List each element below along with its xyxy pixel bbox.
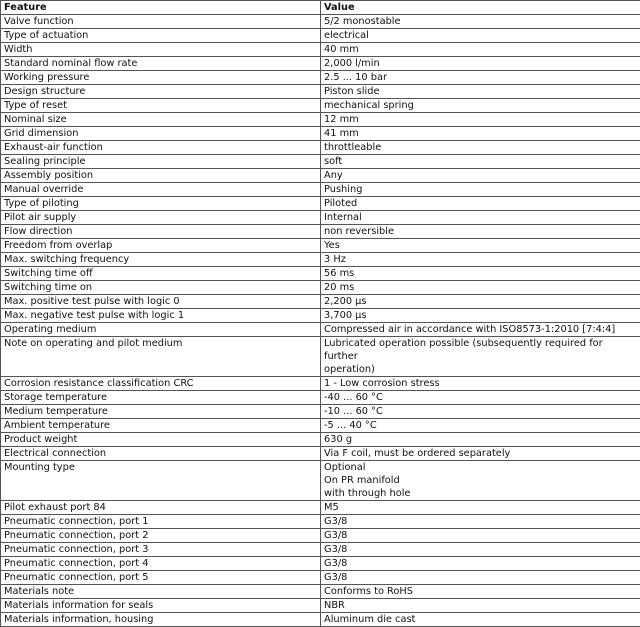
value-line: M5 (324, 501, 637, 514)
value-cell (321, 309, 640, 323)
table-row (1, 183, 640, 197)
value-cell (321, 323, 640, 337)
table-row (1, 529, 640, 543)
value-cell (321, 85, 640, 99)
value-cell (321, 405, 640, 419)
value-line: G3/8 (324, 557, 637, 570)
table-row (1, 267, 640, 281)
value-line: 2,000 l/min (324, 57, 637, 70)
value-cell (321, 267, 640, 281)
table-row (1, 377, 640, 391)
feature-cell: Operating medium (1, 323, 321, 337)
value-line: 20 ms (324, 281, 637, 294)
feature-cell: Nominal size (1, 113, 321, 127)
value-cell (321, 99, 640, 113)
feature-cell: Pneumatic connection, port 2 (1, 529, 321, 543)
header-feature: Feature (1, 1, 321, 15)
value-line: Piloted (324, 197, 637, 210)
value-cell (321, 529, 640, 543)
value-line: Yes (324, 239, 637, 252)
value-line: electrical (324, 29, 637, 42)
feature-cell: Pilot air supply (1, 211, 321, 225)
feature-cell: Storage temperature (1, 391, 321, 405)
value-line: mechanical spring (324, 99, 637, 112)
feature-cell: Materials note (1, 585, 321, 599)
feature-cell: Electrical connection (1, 447, 321, 461)
table-row (1, 99, 640, 113)
value-line: 3,700 µs (324, 309, 637, 322)
value-line: soft (324, 155, 637, 168)
feature-cell: Standard nominal flow rate (1, 57, 321, 71)
feature-cell: Mounting type (1, 461, 321, 501)
value-cell (321, 29, 640, 43)
value-line: Any (324, 169, 637, 182)
table-row (1, 113, 640, 127)
table-row (1, 281, 640, 295)
value-cell (321, 155, 640, 169)
feature-cell: Freedom from overlap (1, 239, 321, 253)
value-cell (321, 281, 640, 295)
value-line: G3/8 (324, 515, 637, 528)
table-row (1, 197, 640, 211)
table-row (1, 337, 640, 377)
value-cell (321, 419, 640, 433)
table-header-row (1, 1, 640, 15)
table-row (1, 57, 640, 71)
value-line: Compressed air in accordance with ISO8573-1:2010 [7:4:4] (324, 323, 637, 336)
value-line: 2.5 ... 10 bar (324, 71, 637, 84)
value-cell (321, 377, 640, 391)
feature-cell: Type of piloting (1, 197, 321, 211)
feature-cell: Materials information for seals (1, 599, 321, 613)
table-row (1, 85, 640, 99)
value-line: throttleable (324, 141, 637, 154)
value-cell (321, 127, 640, 141)
feature-cell: Type of actuation (1, 29, 321, 43)
value-line: 5/2 monostable (324, 15, 637, 28)
feature-cell: Grid dimension (1, 127, 321, 141)
table-row (1, 141, 640, 155)
value-cell (321, 585, 640, 599)
value-cell (321, 337, 640, 377)
value-line: -10 ... 60 °C (324, 405, 637, 418)
table-row (1, 515, 640, 529)
value-cell (321, 43, 640, 57)
feature-cell: Corrosion resistance classification CRC (1, 377, 321, 391)
value-line: 1 - Low corrosion stress (324, 377, 637, 390)
feature-cell: Manual override (1, 183, 321, 197)
value-cell (321, 141, 640, 155)
value-cell (321, 71, 640, 85)
value-cell (321, 183, 640, 197)
value-line: Conforms to RoHS (324, 585, 637, 598)
table-row (1, 501, 640, 515)
table-row (1, 461, 640, 501)
value-line: NBR (324, 599, 637, 612)
value-cell (321, 15, 640, 29)
value-cell (321, 169, 640, 183)
value-cell (321, 515, 640, 529)
value-line: 3 Hz (324, 253, 637, 266)
feature-cell: Exhaust-air function (1, 141, 321, 155)
table-row (1, 419, 640, 433)
value-cell (321, 225, 640, 239)
table-row (1, 613, 640, 627)
table-row (1, 169, 640, 183)
value-line: G3/8 (324, 543, 637, 556)
value-cell (321, 543, 640, 557)
value-cell (321, 211, 640, 225)
feature-cell: Product weight (1, 433, 321, 447)
feature-cell: Pneumatic connection, port 4 (1, 557, 321, 571)
value-line: G3/8 (324, 529, 637, 542)
value-cell (321, 113, 640, 127)
feature-cell: Pilot exhaust port 84 (1, 501, 321, 515)
table-row (1, 43, 640, 57)
header-value: Value (321, 1, 640, 15)
table-row (1, 599, 640, 613)
feature-cell: Pneumatic connection, port 5 (1, 571, 321, 585)
value-line: Via F coil, must be ordered separately (324, 447, 637, 460)
table-row (1, 543, 640, 557)
value-cell (321, 447, 640, 461)
value-line: Pushing (324, 183, 637, 196)
table-row (1, 211, 640, 225)
value-cell (321, 461, 640, 501)
value-cell (321, 571, 640, 585)
feature-cell: Pneumatic connection, port 3 (1, 543, 321, 557)
table-row (1, 127, 640, 141)
value-line: Lubricated operation possible (subsequently required for further (324, 337, 637, 363)
table-row (1, 557, 640, 571)
value-line: 40 mm (324, 43, 637, 56)
feature-cell: Note on operating and pilot medium (1, 337, 321, 377)
value-line: Internal (324, 211, 637, 224)
feature-cell: Medium temperature (1, 405, 321, 419)
feature-cell: Max. negative test pulse with logic 1 (1, 309, 321, 323)
value-cell (321, 253, 640, 267)
value-line: G3/8 (324, 571, 637, 584)
table-row (1, 253, 640, 267)
feature-cell: Flow direction (1, 225, 321, 239)
feature-cell: Design structure (1, 85, 321, 99)
value-line: -5 ... 40 °C (324, 419, 637, 432)
table-row (1, 447, 640, 461)
feature-cell: Width (1, 43, 321, 57)
value-line: 2,200 µs (324, 295, 637, 308)
table-row (1, 295, 640, 309)
table-row (1, 15, 640, 29)
value-cell (321, 557, 640, 571)
table-body (1, 15, 640, 627)
value-line: Piston slide (324, 85, 637, 98)
value-cell (321, 57, 640, 71)
value-line: non reversible (324, 225, 637, 238)
value-line: 56 ms (324, 267, 637, 280)
feature-cell: Valve function (1, 15, 321, 29)
table-row (1, 323, 640, 337)
value-line: with through hole (324, 487, 637, 500)
feature-cell: Max. switching frequency (1, 253, 321, 267)
table-row (1, 155, 640, 169)
feature-cell: Materials information, housing (1, 613, 321, 627)
table-row (1, 71, 640, 85)
value-cell (321, 239, 640, 253)
value-line: -40 ... 60 °C (324, 391, 637, 404)
feature-cell: Switching time off (1, 267, 321, 281)
value-cell (321, 197, 640, 211)
feature-cell: Max. positive test pulse with logic 0 (1, 295, 321, 309)
value-cell (321, 599, 640, 613)
feature-cell: Assembly position (1, 169, 321, 183)
table-row (1, 225, 640, 239)
value-cell (321, 501, 640, 515)
value-line: On PR manifold (324, 474, 637, 487)
table-row (1, 309, 640, 323)
feature-cell: Type of reset (1, 99, 321, 113)
value-cell (321, 613, 640, 627)
table-row (1, 571, 640, 585)
table-row (1, 239, 640, 253)
value-cell (321, 391, 640, 405)
table-row (1, 405, 640, 419)
feature-cell: Working pressure (1, 71, 321, 85)
feature-cell: Ambient temperature (1, 419, 321, 433)
table-row (1, 585, 640, 599)
table-row (1, 433, 640, 447)
value-line: 41 mm (324, 127, 637, 140)
value-line: operation) (324, 363, 637, 376)
feature-cell: Sealing principle (1, 155, 321, 169)
table-row (1, 29, 640, 43)
value-cell (321, 295, 640, 309)
value-line: Optional (324, 461, 637, 474)
value-cell (321, 433, 640, 447)
table-row (1, 391, 640, 405)
value-line: Aluminum die cast (324, 613, 637, 626)
feature-cell: Switching time on (1, 281, 321, 295)
value-line: 12 mm (324, 113, 637, 126)
feature-cell: Pneumatic connection, port 1 (1, 515, 321, 529)
value-line: 630 g (324, 433, 637, 446)
